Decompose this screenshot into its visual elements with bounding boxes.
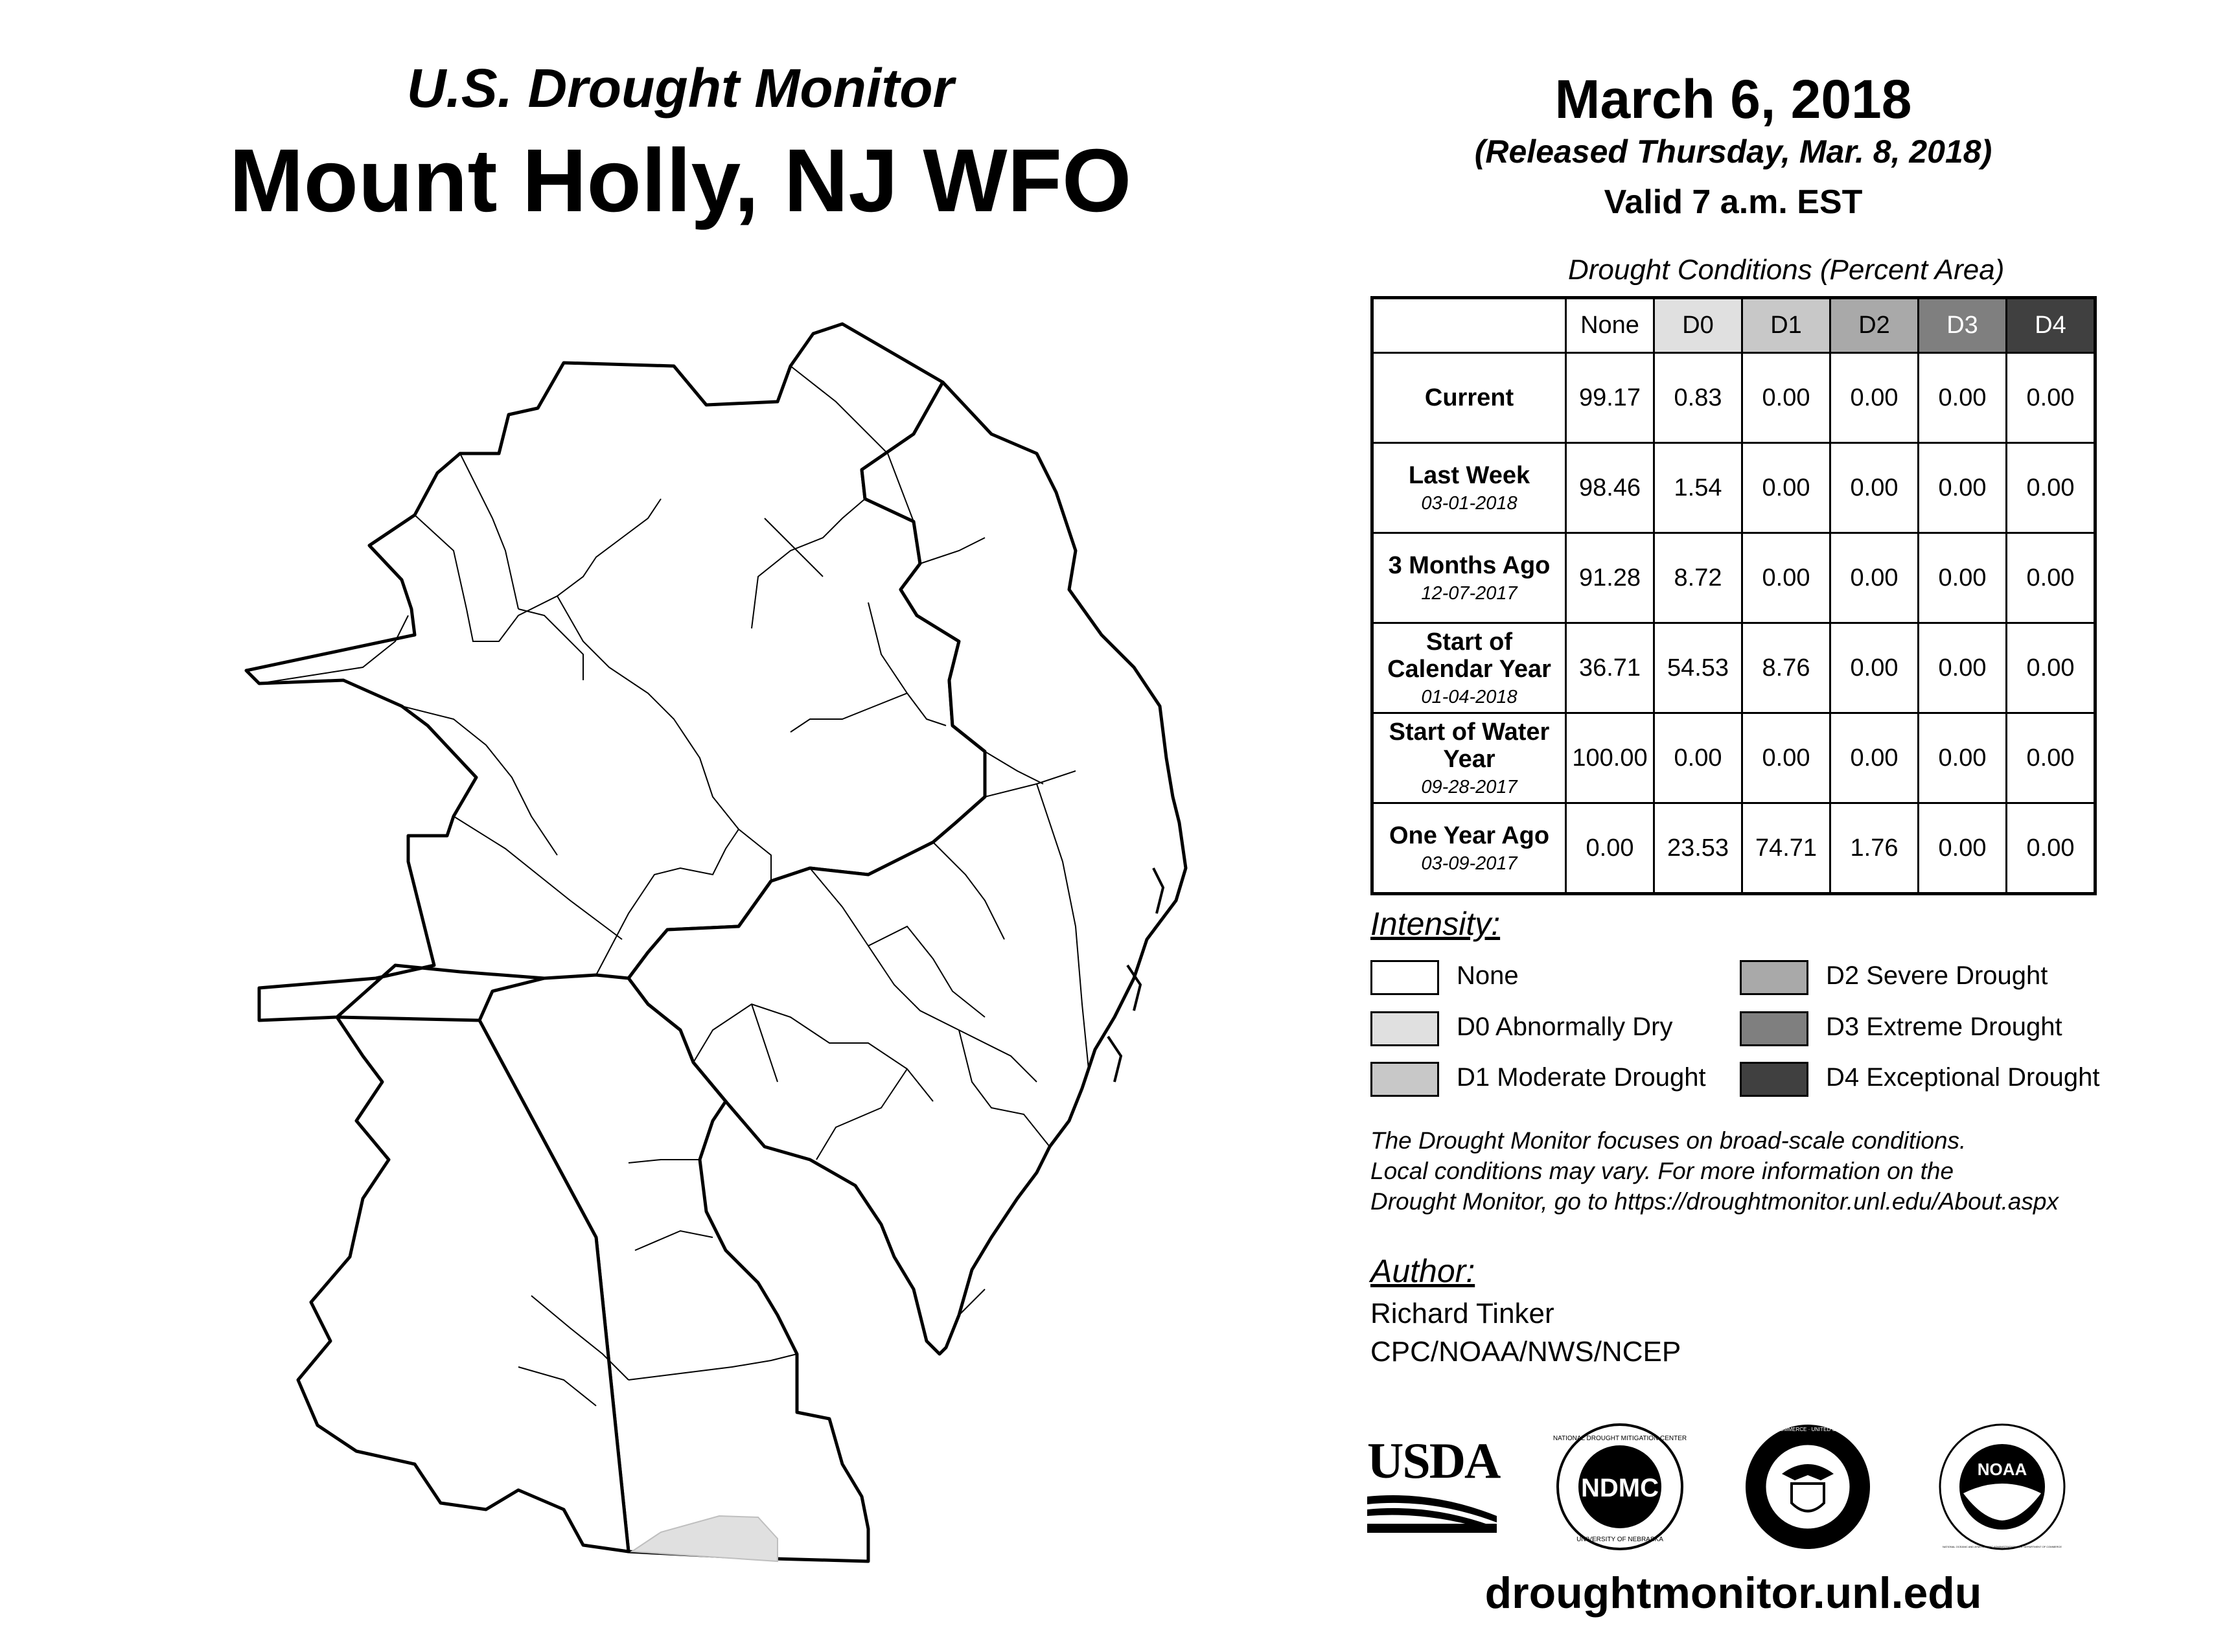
legend-label-d2: D2 Severe Drought: [1826, 961, 2048, 990]
table-cell: 0.00: [1830, 533, 1919, 623]
legend-swatch-d1: [1370, 1062, 1439, 1097]
row-name: Current: [1424, 384, 1514, 411]
row-label-last-week: [1372, 443, 1566, 533]
legend-label-d0: D0 Abnormally Dry: [1457, 1013, 1673, 1041]
row-date: 01-04-2018: [1421, 686, 1518, 707]
table-cell: 0.00: [1919, 713, 2007, 803]
table-cell: 0.00: [2007, 353, 2095, 443]
table-cell: 0.00: [1919, 623, 2007, 713]
legend-label-none: None: [1457, 961, 1519, 990]
table-cell: 0.00: [1742, 353, 1830, 443]
table-row: [1372, 353, 2095, 443]
ndmc-logo: [1552, 1422, 1687, 1552]
drought-conditions-table: [1370, 296, 2097, 895]
noaa-logo-text: NOAA: [1977, 1460, 2027, 1479]
legend-swatch-none: [1370, 960, 1439, 995]
usda-logo-text: USDA: [1367, 1432, 1500, 1489]
table-cell: 0.00: [1654, 713, 1742, 803]
table-caption: Drought Conditions (Percent Area): [1568, 254, 2005, 286]
table-cell: 8.72: [1654, 533, 1742, 623]
legend-swatch-d2: [1740, 960, 1808, 995]
author-name: Richard Tinker: [1370, 1298, 1554, 1329]
table-cell: 0.83: [1654, 353, 1742, 443]
website-link[interactable]: droughtmonitor.unl.edu: [1484, 1568, 1982, 1618]
disclaimer-text: [1370, 1125, 2116, 1217]
legend-title: Intensity:: [1370, 906, 1501, 942]
usda-logo: [1367, 1432, 1503, 1535]
row-label-current: [1372, 353, 1566, 443]
table-cell: 99.17: [1566, 353, 1654, 443]
column-header-none: None: [1566, 298, 1654, 353]
legend-swatch-d0: [1370, 1011, 1439, 1046]
table-cell: 0.00: [2007, 533, 2095, 623]
map-subtitle: U.S. Drought Monitor: [406, 58, 954, 119]
row-label-3-months-ago: [1372, 533, 1566, 623]
author-heading: Author:: [1370, 1253, 1475, 1289]
table-cell: 1.76: [1830, 803, 1919, 894]
table-cell: 0.00: [1742, 443, 1830, 533]
author-org: CPC/NOAA/NWS/NCEP: [1370, 1336, 1681, 1368]
table-row: [1372, 443, 2095, 533]
legend-label-d3: D3 Extreme Drought: [1826, 1013, 2062, 1041]
row-date: 09-28-2017: [1421, 776, 1518, 797]
table-cell: 0.00: [1830, 353, 1919, 443]
table-row: [1372, 533, 2095, 623]
table-cell: 0.00: [1830, 443, 1919, 533]
table-cell: 0.00: [1742, 533, 1830, 623]
table-cell: 0.00: [1830, 713, 1919, 803]
row-label-one-year-ago: [1372, 803, 1566, 894]
column-header-d1: D1: [1742, 298, 1830, 353]
row-name: Last Week: [1408, 461, 1530, 489]
table-cell: 0.00: [2007, 443, 2095, 533]
ndmc-ring-top: NATIONAL DROUGHT MITIGATION CENTER: [1552, 1435, 1687, 1442]
usda-swoosh-icon: [1367, 1490, 1503, 1542]
table-cell: 23.53: [1654, 803, 1742, 894]
column-header-d4: D4: [2007, 298, 2095, 353]
legend-label-d4: D4 Exceptional Drought: [1826, 1063, 2100, 1092]
valid-date: March 6, 2018: [1554, 69, 1912, 130]
noaa-logo: [1937, 1422, 2067, 1552]
table-cell: 0.00: [1919, 353, 2007, 443]
row-date: 12-07-2017: [1421, 582, 1518, 604]
legend-label-d1: D1 Moderate Drought: [1457, 1063, 1706, 1092]
table-cell: 8.76: [1742, 623, 1830, 713]
table-cell: 0.00: [1919, 803, 2007, 894]
shield-icon: [1792, 1484, 1824, 1511]
table-cell: 0.00: [1742, 713, 1830, 803]
table-cell: 0.00: [2007, 623, 2095, 713]
row-name: 3 Months Ago: [1388, 551, 1551, 579]
table-cell: 0.00: [1566, 803, 1654, 894]
disclaimer-line: The Drought Monitor focuses on broad-scale conditions.: [1370, 1127, 1967, 1154]
column-header-d3: D3: [1919, 298, 2007, 353]
disclaimer-line: Local conditions may vary. For more information on the: [1370, 1158, 1954, 1184]
table-corner: [1372, 298, 1566, 353]
table-cell: 98.46: [1566, 443, 1654, 533]
legend-swatch-d4: [1740, 1062, 1808, 1097]
table-cell: 100.00: [1566, 713, 1654, 803]
table-cell: 0.00: [2007, 803, 2095, 894]
valid-time: Valid 7 a.m. EST: [1604, 183, 1863, 221]
row-name: Start of Calendar Year: [1387, 628, 1551, 683]
map-title: Mount Holly, NJ WFO: [229, 131, 1132, 231]
row-date: 03-01-2018: [1421, 492, 1518, 514]
table-cell: 74.71: [1742, 803, 1830, 894]
table-cell: 0.00: [1830, 623, 1919, 713]
table-row: [1372, 803, 2095, 894]
table-row: [1372, 713, 2095, 803]
column-header-d2: D2: [1830, 298, 1919, 353]
table-cell: 0.00: [1919, 443, 2007, 533]
table-cell: 1.54: [1654, 443, 1742, 533]
table-cell: 54.53: [1654, 623, 1742, 713]
row-name: Start of Water Year: [1389, 718, 1550, 773]
row-label-start-of-calendar-year: [1372, 623, 1566, 713]
table-cell: 0.00: [2007, 713, 2095, 803]
row-date: 03-09-2017: [1421, 853, 1518, 874]
doc-ring-text: DEPARTMENT OF COMMERCE · UNITED STATES OF AMERICA: [1731, 1427, 1885, 1432]
drought-map: [259, 304, 1296, 1600]
disclaimer-line: Drought Monitor, go to https://droughtmonitor.unl.edu/About.aspx: [1370, 1188, 2059, 1215]
table-cell: 0.00: [1919, 533, 2007, 623]
legend-swatch-d3: [1740, 1011, 1808, 1046]
release-date: (Released Thursday, Mar. 8, 2018): [1474, 133, 1992, 170]
ndmc-ring-bottom: UNIVERSITY OF NEBRASKA: [1576, 1536, 1663, 1543]
column-header-d0: D0: [1654, 298, 1742, 353]
table-cell: 91.28: [1566, 533, 1654, 623]
row-name: One Year Ago: [1389, 821, 1550, 849]
table-cell: 36.71: [1566, 623, 1654, 713]
table-row: [1372, 623, 2095, 713]
row-label-start-of-water-year: [1372, 713, 1566, 803]
noaa-ring-text: NATIONAL OCEANIC AND ATMOSPHERIC ADMINISTRATION · U.S. DEPARTMENT OF COMMERCE: [1942, 1545, 2062, 1548]
table-header-row: [1372, 298, 2095, 353]
doc-seal-logo: [1731, 1422, 1885, 1552]
ndmc-logo-text: NDMC: [1581, 1474, 1659, 1502]
